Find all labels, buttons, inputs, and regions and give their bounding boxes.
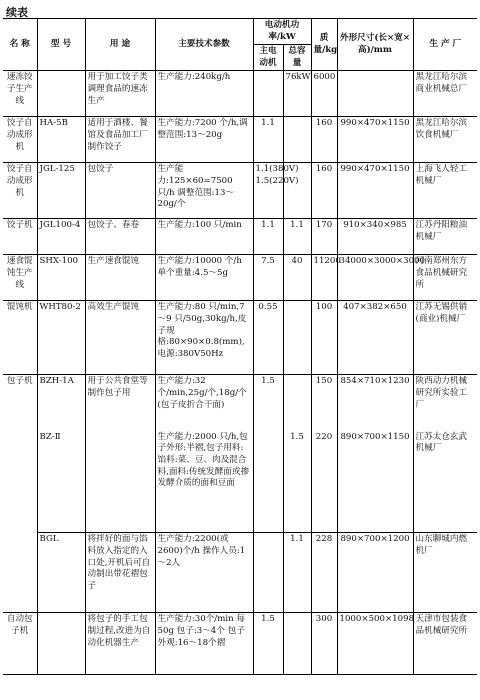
cell-model [37,71,85,117]
cell-params: 生产能力:125×60=7500 只/h 调整范围:13～20g/个 [155,163,253,219]
table-row [3,613,477,675]
cell-power-main [253,71,283,117]
header-name: 名 称 [3,19,37,71]
cell-model: WHT80-2 [37,301,85,375]
cell-power-main: 1.1(380V) 1.5(220V) [253,163,283,219]
cell-power-total [283,613,311,675]
table-caption: 续表 [6,6,28,19]
cell-maker: 河南郑州东方食品机械研究所 [413,255,477,301]
cell-use: 将拌好的面与馅料放入指定的入口处,开机后可自动制出带花褶包子 [85,533,155,613]
cell-params: 生产能力:30个/min 每 50g 包子:3～4个 包子外观:16～18个褶 [155,613,253,675]
cell-maker: 山东聊城内燃机厂 [413,533,477,613]
cell-model: SHX-100 [37,255,85,301]
cell-params: 生产能力:240kg/h [155,71,253,117]
cell-name: 饺子自动成形机 [3,163,37,219]
equipment-spec-table [3,18,477,675]
cell-name: 速冻饺子生产线 [6,72,33,106]
cell-power-main: 0.55 [253,301,283,375]
table-row [3,533,477,613]
table-row [3,163,477,219]
cell-power-main [253,431,283,533]
cell-mass: 100 [311,301,337,375]
cell-params: 生产能力:2000 只/h,包子外形:半褶,包子用料:馅料:菜、豆、肉及混合料,面料:传统发酵面或掺发酵介质的面和豆面 [155,431,253,533]
cell-use: 包饺子 [85,163,155,219]
header-dims: 外形尺寸(长×宽×高)/mm [337,19,413,71]
cell-power-total [283,117,311,163]
cell-maker: 陕西动力机械研究所实验工厂 [413,375,477,431]
cell-power-total: 1.5 [283,431,311,533]
table-row [3,219,477,255]
cell-model: JGL100-4 [37,219,85,255]
cell-mass: 220 [311,431,337,533]
cell-maker: 上海飞人轻工机械厂 [413,163,477,219]
cell-dims: 890×700×1200 [337,533,413,613]
table-row [3,117,477,163]
cell-mass: 11200 [311,255,337,301]
cell-params: 生产能力:80 只/min,7～9 只/50g,30kg/h,皮子规格:80×90×0.8(mm),电源:380V50Hz [155,301,253,375]
cell-maker: 黑龙江哈尔滨商业机械总厂 [413,71,477,117]
cell-mass: 170 [311,219,337,255]
table-row [3,71,477,117]
cell-name: 包子机 [3,375,37,613]
cell-params: 生产能力:100 只/min [155,219,253,255]
cell-power-main: 1.5 [253,375,283,431]
cell-name: 饺子机 [3,219,37,255]
cell-model: BZH-1A [37,375,85,431]
header-mass: 质量/kg [311,19,337,71]
cell-mass: 228 [311,533,337,613]
cell-use: 用于加工饺子类调理食品的速冻生产 [85,71,155,117]
cell-params: 生产能力:32个/min,25g/个,18g/个(包子皮折合干面) [155,375,253,431]
table-row [3,375,477,431]
cell-power-main: 1.1 [253,219,283,255]
cell-dims: 407×382×650 [337,301,413,375]
cell-model: HA-5B [37,117,85,163]
cell-dims: 990×470×1150 [337,117,413,163]
cell-params: 生产能力:2200(或2600)个/h 操作人员:1～2人 [155,533,253,613]
cell-power-main: 1.5 [253,613,283,675]
cell-model: JGL-125 [37,163,85,219]
header-power: 电动机功率/kW [253,19,311,45]
cell-mass: 160 [311,163,337,219]
cell-model: BGL [37,533,85,613]
cell-dims: 890×700×1150 [337,431,413,533]
cell-power-total: 1.1 [283,533,311,613]
cell-dims: 854×710×1230 [337,375,413,431]
header-params: 主要技术参数 [155,19,253,71]
cell-use: 生产速食馄饨 [85,255,155,301]
cell-power-total: 40 [283,255,311,301]
cell-dims: 34000×3000×3000 [337,255,413,301]
cell-power-main: 7.5 [253,255,283,301]
cell-use: 用于公共食堂等制作包子用 [85,375,155,533]
cell-mass: 6000 [311,71,337,117]
cell-mass: 300 [311,613,337,675]
cell-dims: 990×470×1150 [337,163,413,219]
header-power-total: 总容量 [283,45,311,71]
cell-power-total [283,301,311,375]
table-row [3,431,477,533]
header-power-main: 主电动机 [253,45,283,71]
header-model: 型 号 [37,19,85,71]
cell-dims: 910×340×985 [337,219,413,255]
cell-mass: 150 [311,375,337,431]
cell-mass: 160 [311,117,337,163]
cell-model: BZ-Ⅱ [37,431,85,533]
cell-dims: 1000×500×1098 [337,613,413,675]
cell-maker: 江苏无锡供销(商业)机械厂 [413,301,477,375]
cell-maker: 黑龙江哈尔滨饮食机械厂 [413,117,477,163]
cell-power-main [253,533,283,613]
cell-name: 速食馄饨生产线 [3,255,37,301]
header-maker: 生 产 厂 [413,19,477,71]
cell-power-total [283,375,311,431]
cell-use: 适用于酒楼、餐馆及食品加工厂制作饺子 [85,117,155,163]
cell-params: 生产能力:7200 个/h,调整范围:13～20g [155,117,253,163]
cell-model [37,613,85,675]
cell-name: 自动包子机 [3,613,37,675]
cell-power-main: 1.1 [253,117,283,163]
table-row [3,301,477,375]
cell-maker: 天津市包装食品机械研究所 [413,613,477,675]
header-use: 用 途 [85,19,155,71]
cell-maker: 江苏丹阳粮油机械厂 [413,219,477,255]
cell-power-total: 76kW [283,71,311,117]
cell-maker: 江苏太仓玄武机械厂 [413,431,477,533]
cell-name: 馄饨机 [3,301,37,375]
cell-use: 将包子的手工包制过程,改进为自动化机器生产 [85,613,155,675]
cell-params: 生产能力:10000 个/h 单个重量:4.5～5g [155,255,253,301]
cell-use: 高效生产馄饨 [85,301,155,375]
cell-power-total: 1.1 [283,219,311,255]
cell-dims [337,71,413,117]
cell-use: 包饺子、春卷 [85,219,155,255]
table-row [3,255,477,301]
cell-name: 饺子自动成形机 [3,117,37,163]
